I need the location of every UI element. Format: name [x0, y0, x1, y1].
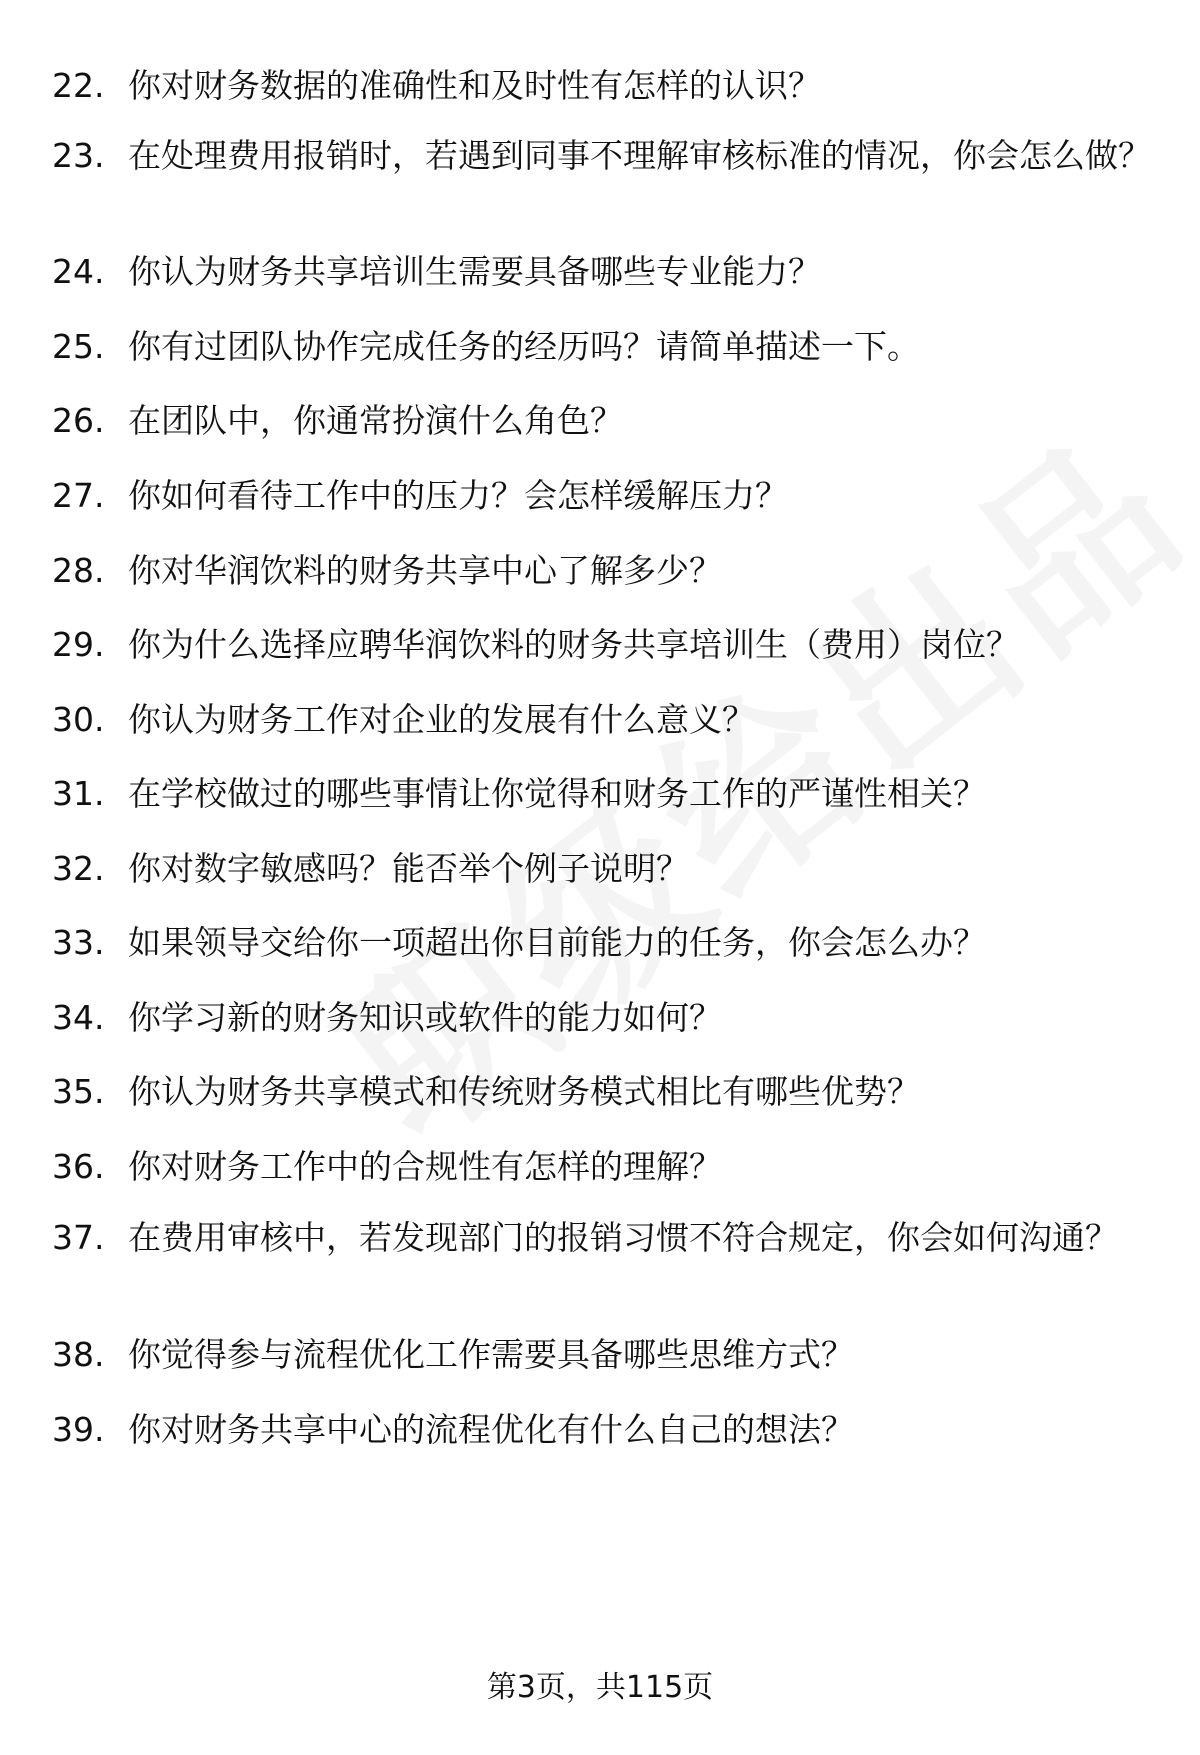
question-item — [52, 325, 1152, 369]
question-text: 你学习新的财务知识或软件的能力如何？ — [128, 998, 722, 1037]
question-item — [52, 698, 1152, 742]
question-text: 你对财务数据的准确性和及时性有怎样的认识？ — [128, 66, 821, 105]
question-text: 你对财务工作中的合规性有怎样的理解？ — [128, 1147, 722, 1186]
question-number: 22. — [52, 66, 105, 105]
question-number: 39. — [52, 1410, 105, 1449]
question-text: 你如何看待工作中的压力？会怎样缓解压力？ — [128, 476, 788, 515]
question-item — [52, 1408, 1152, 1452]
question-item — [52, 772, 1152, 816]
question-text: 如果领导交给你一项超出你目前能力的任务，你会怎么办？ — [128, 923, 986, 962]
question-number: 31. — [52, 774, 105, 813]
question-item — [52, 549, 1152, 593]
question-number: 25. — [52, 327, 105, 366]
question-number: 27. — [52, 476, 105, 515]
question-text: 你对财务共享中心的流程优化有什么自己的想法？ — [128, 1410, 854, 1449]
page-footer: 第3页，共115页 — [486, 1670, 714, 1705]
question-item — [52, 847, 1152, 891]
question-number: 23. — [52, 136, 105, 175]
question-item — [52, 921, 1152, 965]
question-text: 你认为财务工作对企业的发展有什么意义？ — [128, 700, 755, 739]
question-item — [52, 1333, 1152, 1377]
question-text: 你为什么选择应聘华润饮料的财务共享培训生（费用）岗位？ — [128, 625, 1019, 664]
question-number: 28. — [52, 551, 105, 590]
question-number: 24. — [52, 252, 105, 291]
question-text: 你认为财务共享模式和传统财务模式相比有哪些优势？ — [128, 1072, 920, 1111]
question-text: 你认为财务共享培训生需要具备哪些专业能力？ — [128, 252, 821, 291]
question-number: 26. — [52, 401, 105, 440]
question-text: 你觉得参与流程优化工作需要具备哪些思维方式？ — [128, 1335, 854, 1374]
question-number: 30. — [52, 700, 105, 739]
question-item — [52, 474, 1152, 518]
question-number: 35. — [52, 1072, 105, 1111]
question-text: 你对华润饮料的财务共享中心了解多少？ — [128, 551, 722, 590]
question-text: 在团队中，你通常扮演什么角色？ — [128, 401, 623, 440]
question-text: 在处理费用报销时，若遇到同事不理解审核标准的情况，你会怎么做？ — [128, 136, 1151, 175]
question-item — [52, 1145, 1152, 1189]
question-item — [52, 623, 1152, 667]
question-item — [52, 134, 1152, 178]
question-text: 你有过团队协作完成任务的经历吗？请简单描述一下。 — [128, 327, 920, 366]
question-item — [52, 64, 1152, 108]
question-text: 你对数字敏感吗？能否举个例子说明？ — [128, 849, 689, 888]
question-item — [52, 399, 1152, 443]
question-text: 在学校做过的哪些事情让你觉得和财务工作的严谨性相关？ — [128, 774, 986, 813]
question-item — [52, 250, 1152, 294]
question-item — [52, 1070, 1152, 1114]
question-number: 36. — [52, 1147, 105, 1186]
question-number: 29. — [52, 625, 105, 664]
question-number: 37. — [52, 1218, 105, 1257]
question-number: 33. — [52, 923, 105, 962]
question-number: 32. — [52, 849, 105, 888]
question-item — [52, 996, 1152, 1040]
question-number: 38. — [52, 1335, 105, 1374]
question-text: 在费用审核中，若发现部门的报销习惯不符合规定，你会如何沟通？ — [128, 1218, 1118, 1257]
question-number: 34. — [52, 998, 105, 1037]
question-item — [52, 1216, 1152, 1260]
